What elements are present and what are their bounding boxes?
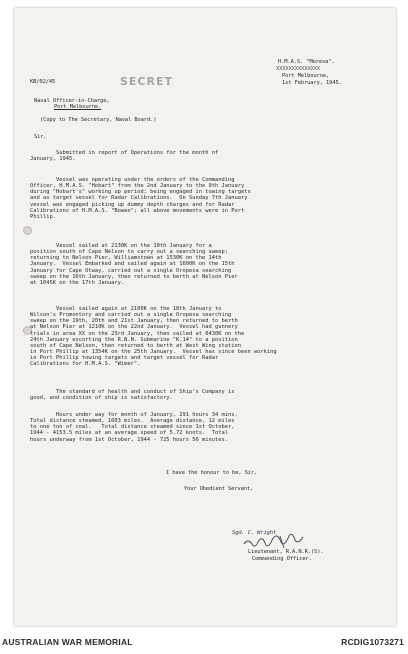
para-line: Submitted in report of Operations for the month of [30,150,219,156]
para-line: Total distance steamed, 1603 miles. Average distance, 12 miles [30,418,235,425]
struck-line: XXXXXXXXXXXXXX [276,66,321,72]
para-line: 1944 - 4153.5 miles at an average speed of 5.72 knots. Total [30,430,228,437]
para-line: January for Cape Otway, carried out a single Oropesa searching [30,267,232,274]
para-line: vessel was engaged picking up dummy depth charges and for Radar [30,201,235,208]
place: Port Melbourne, [282,73,330,79]
para-line: The standard of health and conduct of Ship's Company is [30,389,235,395]
para-line: Calibrations of H.M.A.S. "Bowen"; all above movements were in Port [30,207,245,214]
para-line: during "Hobart's" working up period; being engaged in towing targets [30,189,251,196]
para-line: trials in area XX on the 23rd January, then sailed at 0430K on the [30,330,245,337]
addressee-line-2: Port Melbourne. [54,104,102,110]
para-line: position south of Cape Nelson to carry out a searching sweep; [30,249,228,256]
para-line: returning to Nelson Pier, Williamstown at 1530K on the 14th [30,255,222,262]
para-line: at Nelson Pier at 1210K on the 22nd January. Vessel had gunnery [30,324,238,331]
closing-honour: I have the honour to be, Sir, [166,470,258,476]
signatory-title: Commanding Officer. [252,556,312,562]
paragraph-cape-nelson [30,243,238,286]
copy-to-line: (Copy to The Secretary, Naval Board.) [40,117,157,123]
para-line: Vessel sailed again at 2100K on the 18th January to [30,306,222,312]
para-line: Calibrations for H.M.A.S. "Wimer". [30,361,141,368]
signatory-rank: Lieutenant, R.A.N.R.(S). [248,549,324,555]
addressee-line-1: Naval Officer-in-Charge, [34,98,110,104]
footer-archive-name: AUSTRALIAN WAR MEMORIAL [2,637,133,647]
ship-name: H.M.A.S. "Moresa". [278,59,335,65]
para-line: Officer, H.M.A.S. "Hobart" from the 2nd January to the 9th January [30,183,245,190]
para-line: at 1045K on the 17th January. [30,279,125,286]
paragraph-health [30,389,234,401]
para-line: Vessel sailed at 2130K on the 10th January for a [30,243,212,249]
closing-servant: Your Obedient Servant, [184,486,254,492]
para-line: January. Vessel Embarked and sailed again at 1600K on the 15th [30,261,235,268]
paragraph-hobart [30,177,251,220]
file-reference: KB/02/45 [30,79,56,85]
para-line: January, 1945. [30,156,76,163]
para-line: 24th January escorting the R.N.N. Submarine "K.14" to a position [30,336,238,343]
para-line: Vessel was operating under the orders of the Commanding [30,177,235,183]
para-line: and as target vessel for Radar Calibrations. On Sunday 7th January [30,195,248,202]
para-line: in Port Phillip towing targets and target vessel for Radar [30,355,219,362]
para-line: hours underway from 1st October, 1944 - 725 hours 56 minutes. [30,436,228,443]
secret-stamp: SECRET [120,75,173,88]
footer-record-id: RCDIG1073271 [341,637,404,647]
para-line: in Port Phillip at 1354K on the 25th January. Vessel has since been working [30,349,277,356]
para-line: sweep on the 16th January, then returned to berth at Nelson Pier [30,273,238,280]
paragraph-intro [30,150,218,162]
paragraph-hours [30,412,238,443]
para-line: Wilson's Promontory and carried out a single Oropesa searching [30,312,232,319]
paragraph-wilsons-promontory [30,306,277,368]
punch-hole-top [23,226,32,235]
letter-date: 1st February, 1945. [282,80,342,86]
para-line: good, and condition of ship is satisfactory. [30,395,173,402]
para-line: Hours under way for month of January, 291 hours 34 mins. [30,412,238,418]
para-line: sweep on the 19th, 20th and 21st January, then returned to berth [30,318,238,325]
para-line: to one ton of coal. Total distance steamed since 1st October, [30,424,235,431]
salutation: Sir, [34,134,47,140]
para-line: south of Cape Nelson, then returned to berth at West Wing station [30,342,241,349]
para-line: Phillip. [30,213,56,220]
signature-text: Sgd. C. Wright [232,530,277,536]
